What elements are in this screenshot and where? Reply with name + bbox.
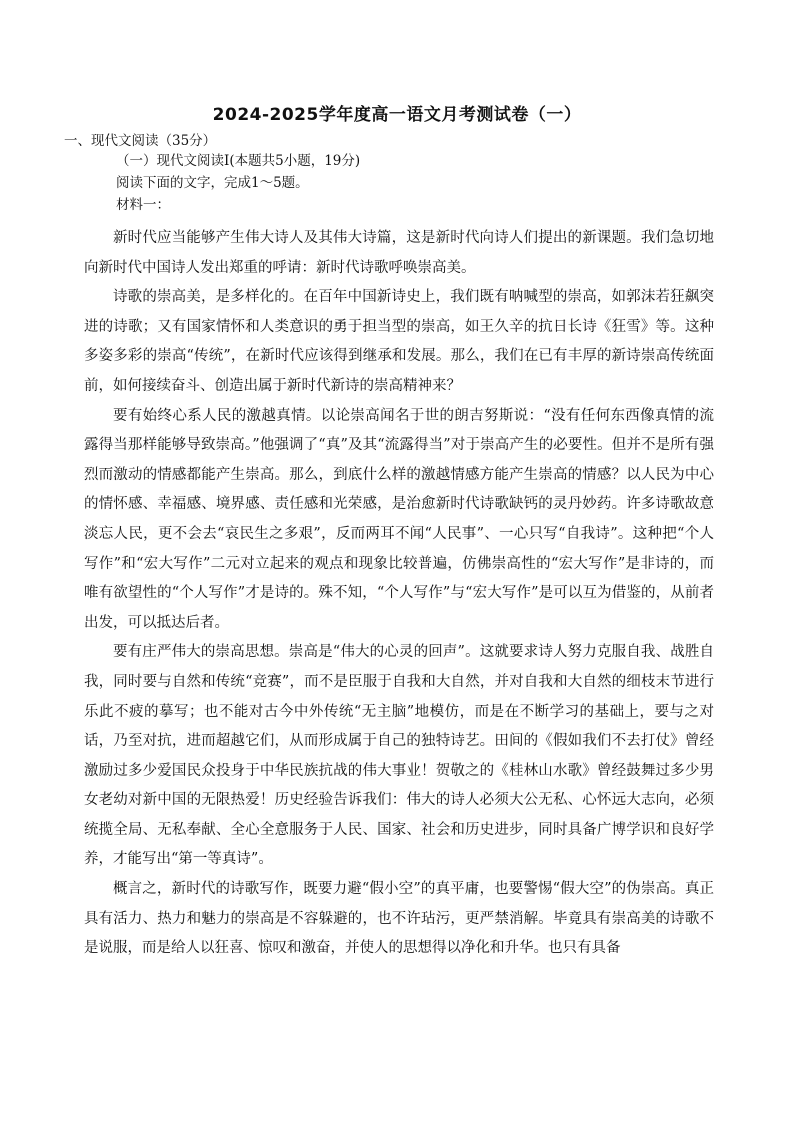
material-label: 材料一： xyxy=(116,197,170,213)
passage-body xyxy=(84,224,714,964)
paragraph: 概言之，新时代的诗歌写作，既要力避“假小空”的真平庸，也要警惕“假大空”的伪崇高。真正具有活力、热力和魅力的崇高是不容躲避的，也不许玷污，更严禁消解。毕竟具有崇高美的诗歌不是说服，而是给人以狂喜、惊叹和激奋，并使人的思想得以净化和升华。也只有具备 xyxy=(84,881,714,957)
section-heading: 一、现代文阅读（35分） xyxy=(64,133,217,149)
paragraph: 要有庄严伟大的崇高思想。崇高是“伟大的心灵的回声”。这就要求诗人努力克服自我、战胜自我，同时要与自然和传统“竞赛”，而不是臣服于自我和大自然，并对自我和大自然的细枝末节进行乐此不疲的摹写；也不能对古今中外传统“无主脑”地模仿，而是在不断学习的基础上，要与之对话，乃至对抗，进而超越它们，从而形成属于自己的独特诗艺。田间的《假如我们不去打仗》曾经激励过多少爱国民众投身于中华民族抗战的伟大事业！贺敬之的《桂林山水歌》曾经鼓舞过多少男女老幼对新中国的无限热爱！历史经验告诉我们：伟大的诗人必须大公无私、心怀远大志向，必须统揽全局、无私奉献、全心全意服务于人民、国家、社会和历史进步，同时具备广博学识和良好学养，才能写出“第一等真诗”。 xyxy=(84,644,714,868)
exam-title: 2024-2025学年度高一语文月考测试卷（一） xyxy=(212,105,582,125)
paragraph: 新时代应当能够产生伟大诗人及其伟大诗篇，这是新时代向诗人们提出的新课题。我们急切地向新时代中国诗人发出郑重的呼请：新时代诗歌呼唤崇高美。 xyxy=(84,230,714,276)
paragraph: 要有始终心系人民的激越真情。以论崇高闻名于世的朗吉努斯说：“没有任何东西像真情的流露得当那样能够导致崇高。”他强调了“真”及其“流露得当”对于崇高产生的必要性。但并不是所有强烈而激动的情感都能产生崇高。那么，到底什么样的激越情感方能产生崇高的情感？以人民为中心的情怀感、幸福感、境界感、责任感和光荣感，是治愈新时代诗歌缺钙的灵丹妙药。许多诗歌故意淡忘人民，更不会去“哀民生之多艰”，反而两耳不闻“人民事”、一心只写“自我诗”。这种把“个人写作”和“宏大写作”二元对立起来的观点和现象比较普遍，仿佛崇高性的“宏大写作”是非诗的，而唯有欲望性的“个人写作”才是诗的。殊不知，“个人写作”与“宏大写作”是可以互为借鉴的，从前者出发，可以抵达后者。 xyxy=(84,407,714,631)
reading-instruction: 阅读下面的文字，完成1～5题。 xyxy=(116,175,309,191)
paragraph: 诗歌的崇高美，是多样化的。在百年中国新诗史上，我们既有呐喊型的崇高，如郭沫若狂飙突进的诗歌；又有国家情怀和人类意识的勇于担当型的崇高，如王久辛的抗日长诗《狂雪》等。这种多姿多彩的崇高“传统”，在新时代应该得到继承和发展。那么，我们在已有丰厚的新诗崇高传统面前，如何接续奋斗、创造出属于新时代新诗的崇高精神来？ xyxy=(84,289,714,394)
subsection-heading: （一）现代文阅读Ⅰ(本题共5小题，19分) xyxy=(116,153,361,169)
